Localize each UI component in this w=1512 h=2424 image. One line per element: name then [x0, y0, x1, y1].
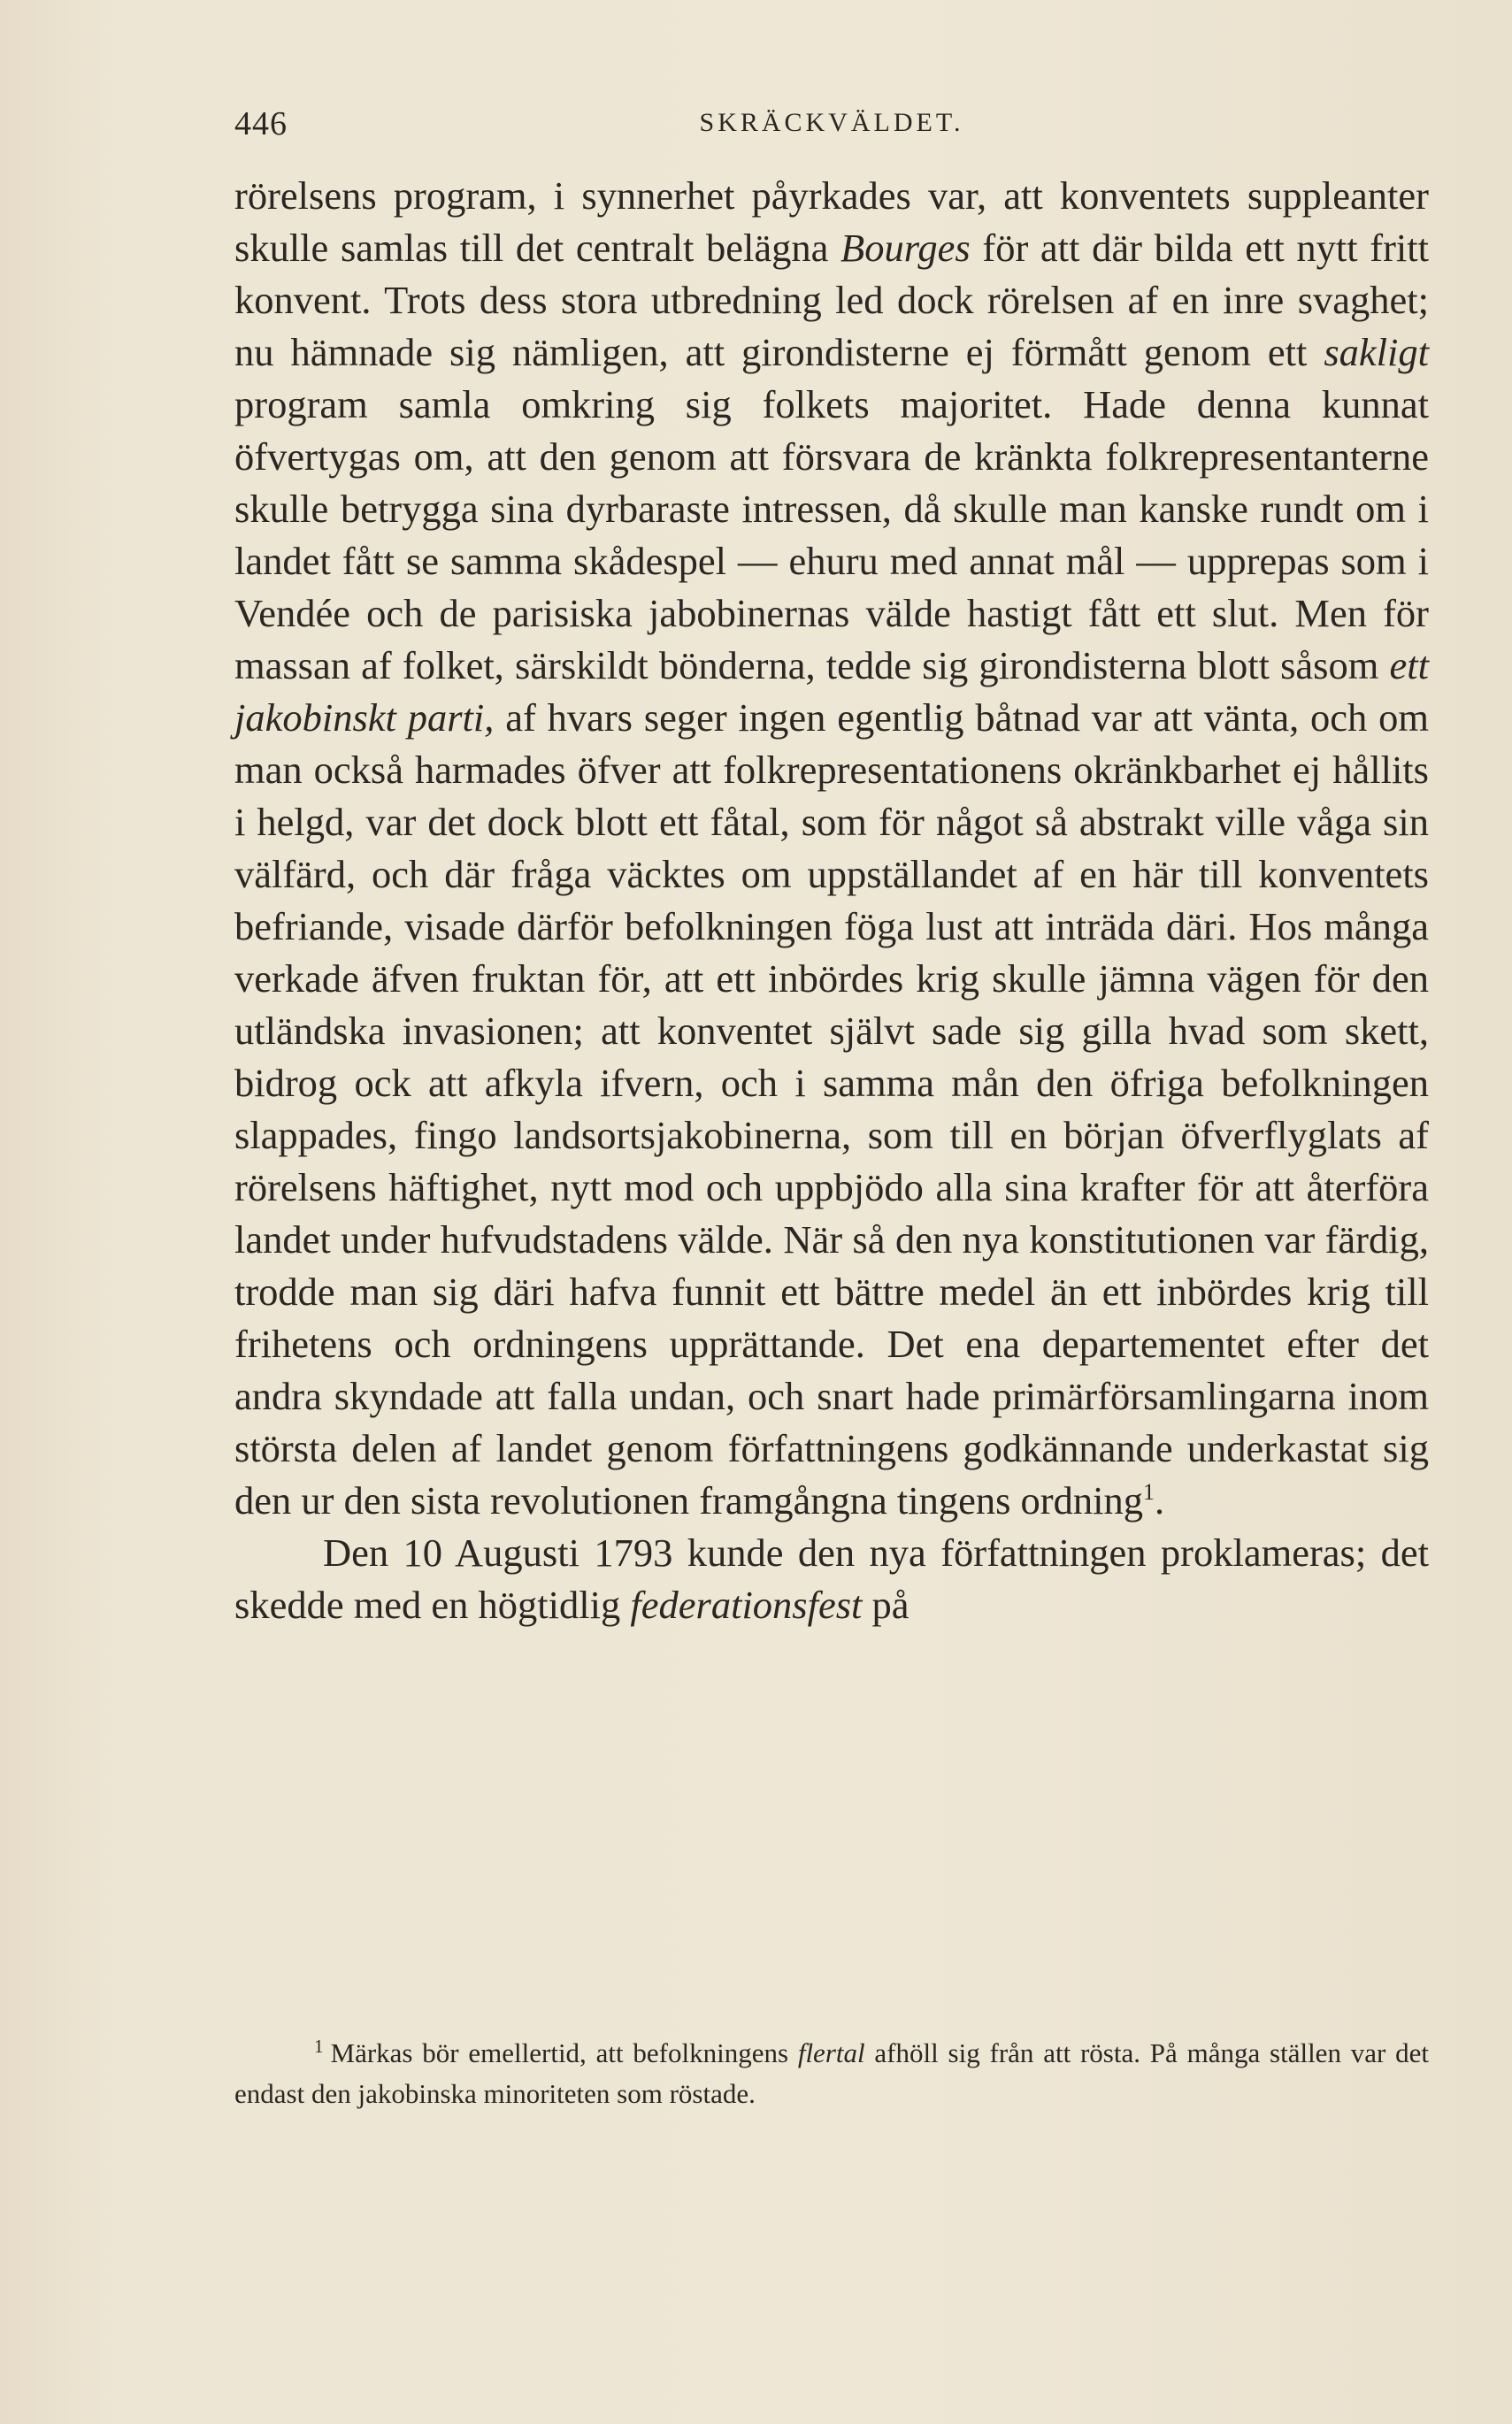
footnote-text: Märkas bör emellertid, att befolkningens: [330, 2037, 798, 2068]
footnote-reference[interactable]: 1: [1142, 1479, 1155, 1506]
footnote: [234, 2033, 1429, 2114]
italic-place-name: Bourges: [840, 226, 971, 270]
text-run: rörelsens program, i synnerhet påyrkades var, att konventets suppleanter skulle samlas till det centralt belägna: [234, 173, 1429, 270]
footnote-text: afhöll sig från att rösta. På många ställen var det endast den jakobinska minoriteten som röstade.: [234, 2037, 1429, 2109]
paragraph-2: [234, 1527, 1429, 1631]
text-run: för att där bilda ett nytt fritt konvent. Trots dess stora utbredning led dock rörelsen af en inre svaghet; nu hämnade sig nämligen, att girondisterne ej förmått genom ett: [234, 226, 1429, 374]
body-text: [234, 170, 1429, 1631]
page-number: 446: [234, 105, 288, 142]
text-run: .: [1154, 1478, 1165, 1523]
italic-emphasis: ett jakobinskt parti,: [234, 643, 1429, 740]
paragraph-1: [234, 170, 1429, 1527]
footnote-mark: 1: [314, 2035, 324, 2057]
text-run: på: [862, 1583, 910, 1627]
text-run: program samla omkring sig folkets majoritet. Hade denna kunnat öfvertygas om, att den genom att försvara de kränkta folkrepresentanterne skulle betrygga sina dyrbaraste intressen, då skulle man kanske rundt om i landet fått se samma skådespel — ehuru med annat mål — upprepas som i Vendée och de parisiska jabobinernas välde hastigt fått ett slut. Men för massan af folket, särskildt bönderna, tedde sig girondisterna blott såsom: [234, 382, 1429, 687]
text-run: Den 10 Augusti 1793 kunde den nya författningen proklameras; det skedde med en högtidlig: [234, 1530, 1429, 1627]
italic-emphasis: sakligt: [1324, 330, 1429, 374]
section-title: SKRÄCKVÄLDET.: [699, 108, 964, 137]
text-run: af hvars seger ingen egentlig båtnad var att vänta, och om man också harmades öfver att folkrepresentationens okränkbarhet ej hållits i helgd, var det dock blott ett fåtal, som för något så abstrakt ville våga sin välfärd, och där fråga väcktes om uppställandet af en här till konventets befriande, visade därför befolkningen föga lust att inträda däri. Hos många verkade äfven fruktan för, att ett inbördes krig skulle jämna vägen för den utländska invasionen; att konventet självt sade sig gilla hvad som skett, bidrog ock att afkyla ifvern, och i samma mån den öfriga befolkningen slappades, fingo landsortsjakobinerna, som till en början öfverflyglats af rörelsens häftighet, nytt mod och uppbjödo alla sina krafter för att återföra landet under hufvudstadens välde. När så den nya konstitutionen var färdig, trodde man sig däri hafva funnit ett bättre medel än ett inbördes krig till frihetens och ordningens upprättande. Det ena departementet efter det andra skyndade att falla undan, och snart hade primärförsamlingarna inom största delen af landet genom författningens godkännande underkastat sig den ur den sista revolutionen framgångna tingens ordning: [234, 695, 1429, 1523]
footnote-italic: flertal: [797, 2037, 865, 2068]
italic-emphasis: federationsfest: [630, 1583, 863, 1627]
running-head: [234, 104, 1429, 157]
